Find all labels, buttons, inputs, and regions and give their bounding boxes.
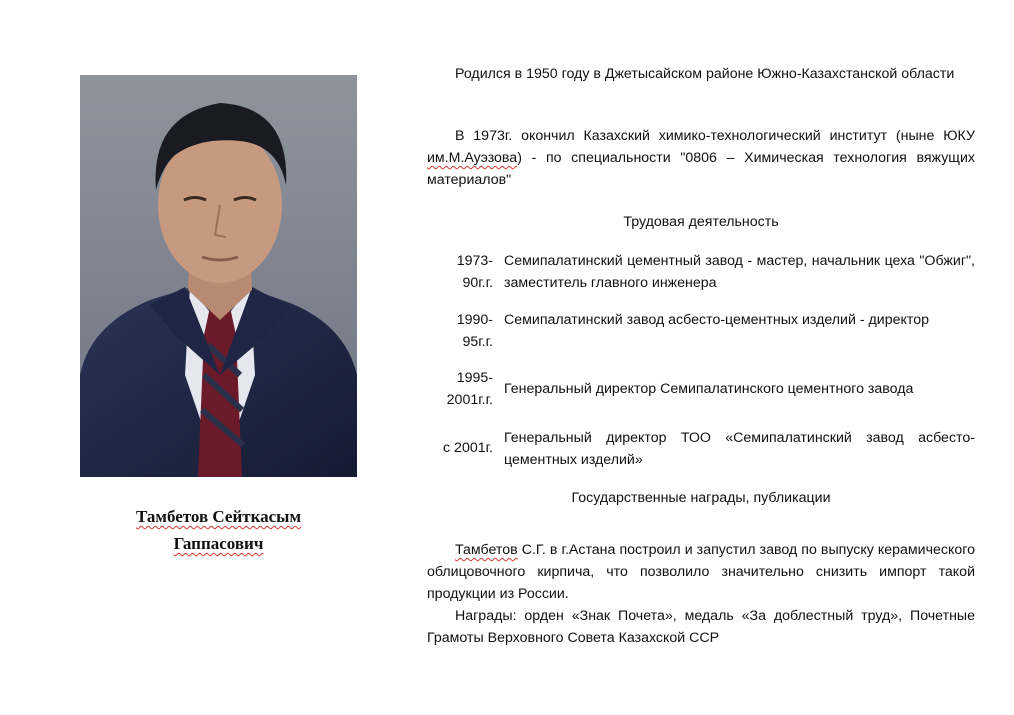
- bio-born: Родился в 1950 году в Джетысайском районе Южно-Казахстанской области: [455, 66, 955, 82]
- career-heading: Трудовая деятельность: [623, 214, 779, 230]
- person-name-line2: Гаппасович: [173, 534, 264, 553]
- awards-text: Тамбетов С.Г. в г.Астана построил и запустил завод по выпуску керамического облицовочного кирпича, что позволило значительно снизить импорт такой продукции из России. Награды: орден «Знак Почета», медаль «За доблестный труд», Почетные Грамоты Верховного Совета Казахской ССР: [427, 542, 975, 646]
- person-name-line1: Тамбетов Сейткасым: [135, 507, 302, 526]
- portrait-illustration: [80, 75, 357, 477]
- awards-heading: Государственные награды, публикации: [571, 490, 831, 506]
- bio-education: В 1973г. окончил Казахский химико-технологический институт (ныне ЮКУ им.М.Ауэзова) - по специальности "0806 – Химическая технология вяжущих материалов": [427, 128, 975, 188]
- portrait-photo: [80, 75, 357, 477]
